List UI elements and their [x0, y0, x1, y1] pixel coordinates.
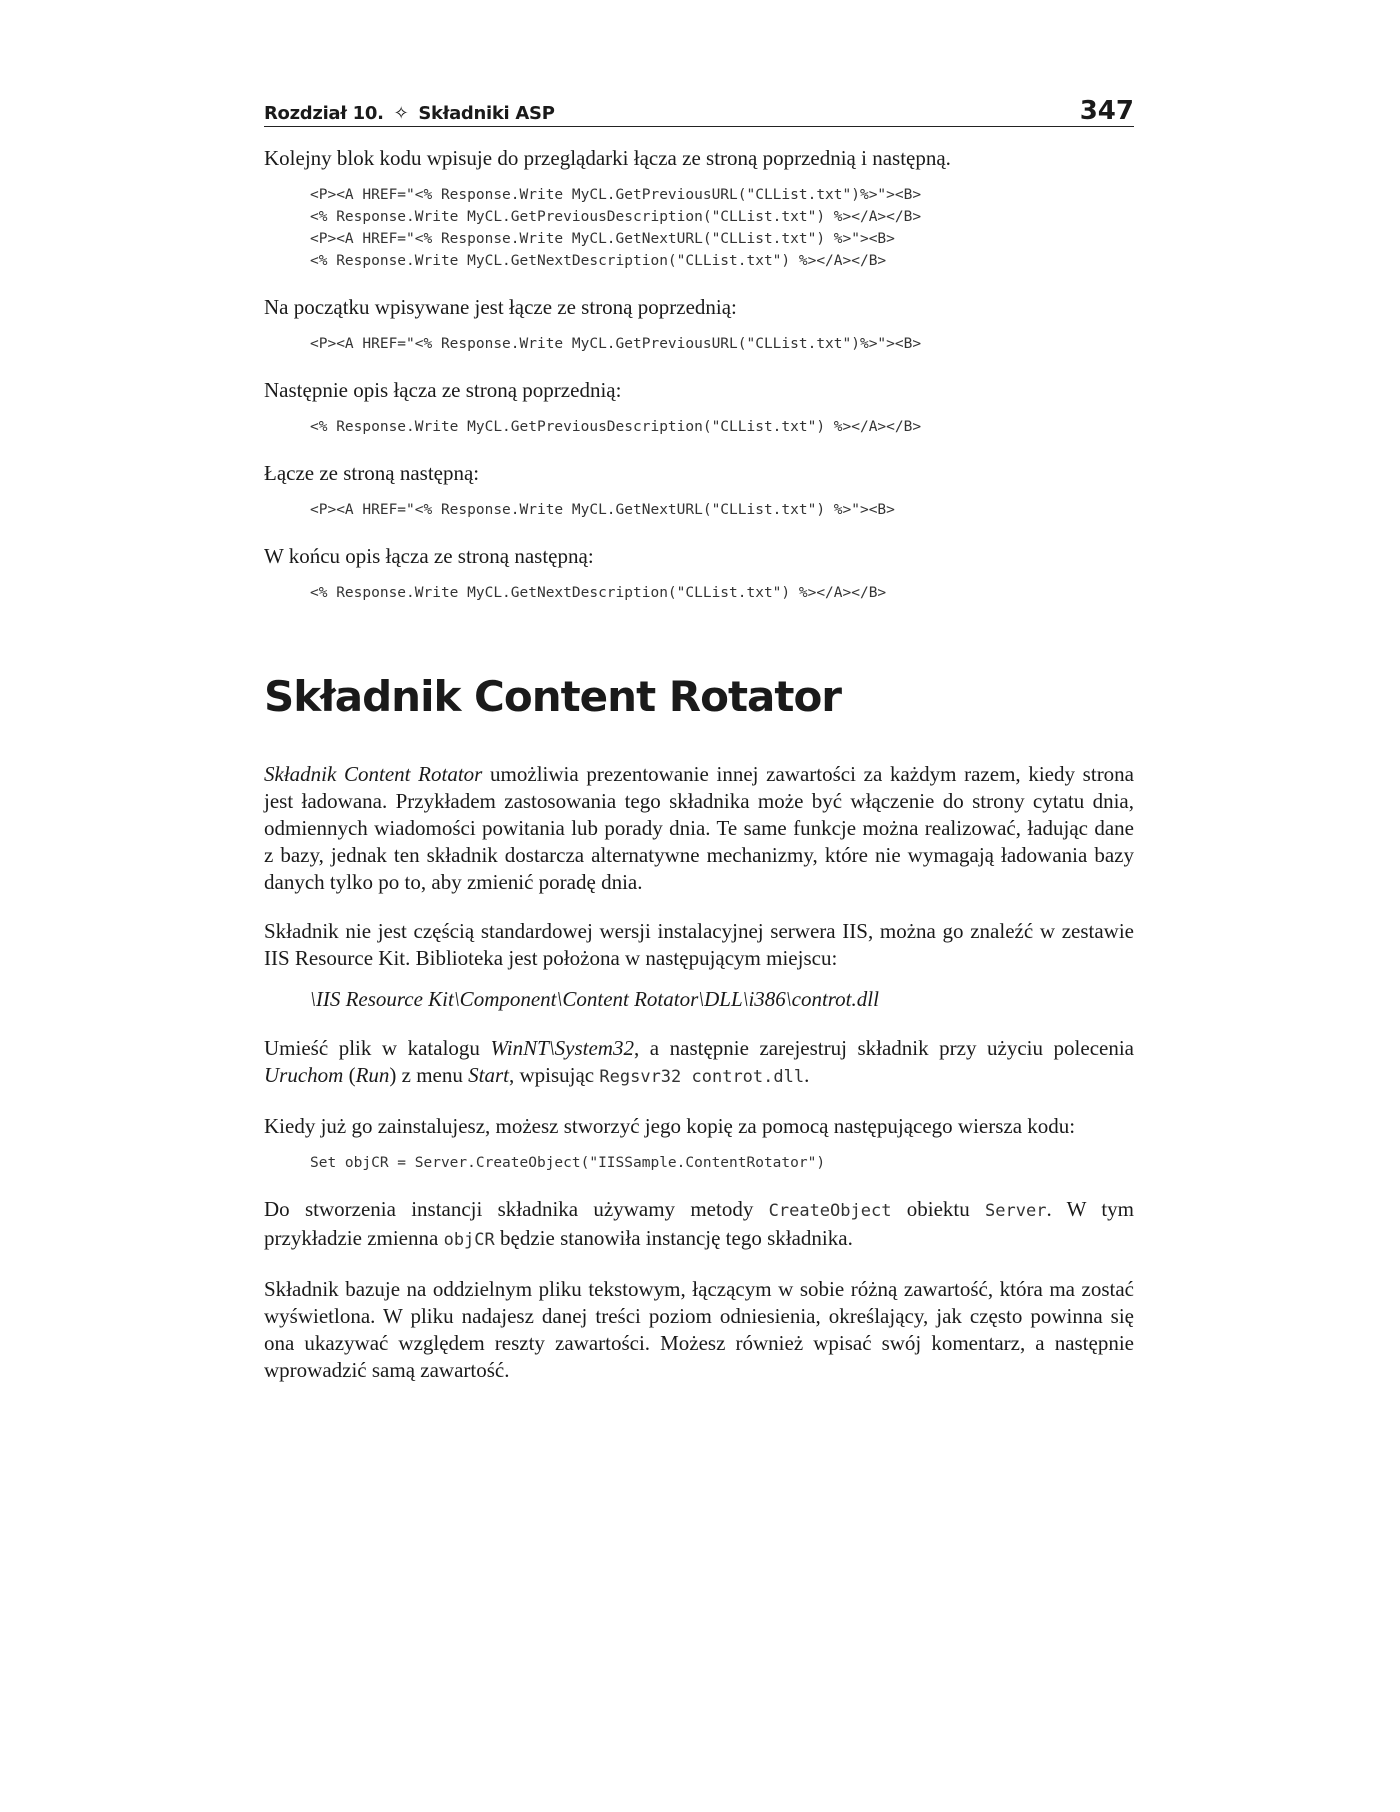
inline-code: CreateObject: [768, 1201, 892, 1221]
paragraph-text: umożliwia prezentowanie innej zawartości za każdym razem, kiedy strona jest ładowana. Przykładem zastosowania tego składnika może być włączenie do strony cytatu dnia, odmiennych wiadomości powitania lub porady dnia. Te same funkcje można realizować, ładując dane z bazy, jednak ten składnik dostarcza alternatywne mechanizmy, które nie wymagają ładowania bazy danych tylko po to, aby zmienić poradę dnia.: [264, 762, 1135, 894]
command-italic: Run: [355, 1063, 390, 1087]
paragraph-prev-desc: Następnie opis łącza ze stroną poprzednią:: [264, 378, 622, 402]
paragraph-prev-link: Na początku wpisywane jest łącze ze stroną poprzednią:: [264, 295, 737, 319]
separator-icon: ✧: [393, 103, 409, 124]
text-run: Do stworzenia instancji składnika używamy metody: [264, 1197, 769, 1221]
paragraph-content-rotator-intro: [264, 761, 1134, 896]
code-prev-desc: <% Response.Write MyCL.GetPreviousDescription("CLList.txt") %></A></B>: [310, 419, 922, 435]
paragraph-instance: [264, 1196, 1134, 1254]
text-run: obiektu: [891, 1197, 986, 1221]
page-number: 347: [1079, 96, 1134, 126]
paragraph-intro: Kolejny blok kodu wpisuje do przeglądarki łącza ze stroną poprzednią i następną.: [264, 146, 951, 170]
inline-code: Regsvr32 controt.dll: [599, 1067, 805, 1087]
text-run: , wpisując: [508, 1063, 600, 1087]
inline-code: Server: [985, 1201, 1047, 1221]
paragraph-next-desc: W końcu opis łącza ze stroną następną:: [264, 544, 594, 568]
running-head: [264, 92, 1134, 127]
code-block-links: <P><A HREF="<% Response.Write MyCL.GetPreviousURL("CLList.txt")%>"><B> <% Response.Write MyCL.GetPreviousDescription("CLList.txt") %></A></B> <P><A HREF="<% Response.Write MyCL.GetNextURL("CLList.txt") %>"><B> <% Response.Write MyCL.GetNextDescription("CLList.txt") %></A></B>: [310, 187, 922, 269]
paragraph-text-file: Składnik bazuje na oddzielnym pliku tekstowym, łączącym w sobie różną zawartość, która ma zostać wyświetlona. W pliku nadajesz danej treści poziom odniesienia, określający, jak często powinna się ona ukazywać względem reszty zawartości. Możesz również wpisać swój komentarz, a następnie wprowadzić samą zawartość.: [264, 1277, 1134, 1382]
text-run: .: [804, 1063, 810, 1087]
dll-path: \IIS Resource Kit\Component\Content Rotator\DLL\i386\controt.dll: [310, 987, 879, 1011]
chapter-label: Rozdział 10.: [264, 103, 384, 124]
book-page: [264, 92, 1134, 1384]
code-next-url: <P><A HREF="<% Response.Write MyCL.GetNextURL("CLList.txt") %>"><B>: [310, 502, 895, 518]
section-heading: Składnik Content Rotator: [264, 672, 842, 721]
inline-code: objCR: [443, 1230, 495, 1250]
chapter-title: Składniki ASP: [418, 103, 555, 124]
paragraph-install-note: Składnik nie jest częścią standardowej wersji instalacyjnej serwera IIS, można go znaleźć w zestawie IIS Resource Kit. Biblioteka jest położona w następującym miejscu:: [264, 919, 1134, 970]
code-create-object: Set objCR = Server.CreateObject("IISSample.ContentRotator"): [310, 1155, 826, 1171]
paragraph-create-copy: Kiedy już go zainstalujesz, możesz stworzyć jego kopię za pomocą następującego wiersza kodu:: [264, 1114, 1076, 1138]
text-run: (: [343, 1063, 356, 1087]
paragraph-next-link: Łącze ze stroną następną:: [264, 461, 480, 485]
code-prev-url: <P><A HREF="<% Response.Write MyCL.GetPreviousURL("CLList.txt")%>"><B>: [310, 336, 922, 352]
code-next-desc: <% Response.Write MyCL.GetNextDescription("CLList.txt") %></A></B>: [310, 585, 887, 601]
folder-italic: WinNT\System32: [490, 1036, 634, 1060]
text-run: . W tym przykładzie zmienna: [264, 1197, 1134, 1250]
text-run: Umieść plik w katalogu: [264, 1036, 491, 1060]
text-run: , a następnie zarejestruj składnik przy użyciu polecenia: [633, 1036, 1134, 1060]
component-name-italic: Składnik Content Rotator: [264, 762, 483, 786]
command-italic: Uruchom: [264, 1063, 344, 1087]
text-run: ) z menu: [389, 1063, 469, 1087]
running-head-title: [264, 103, 555, 124]
paragraph-register: [264, 1035, 1134, 1091]
text-run: będzie stanowiła instancję tego składnika.: [494, 1226, 853, 1250]
menu-italic: Start: [468, 1063, 509, 1087]
